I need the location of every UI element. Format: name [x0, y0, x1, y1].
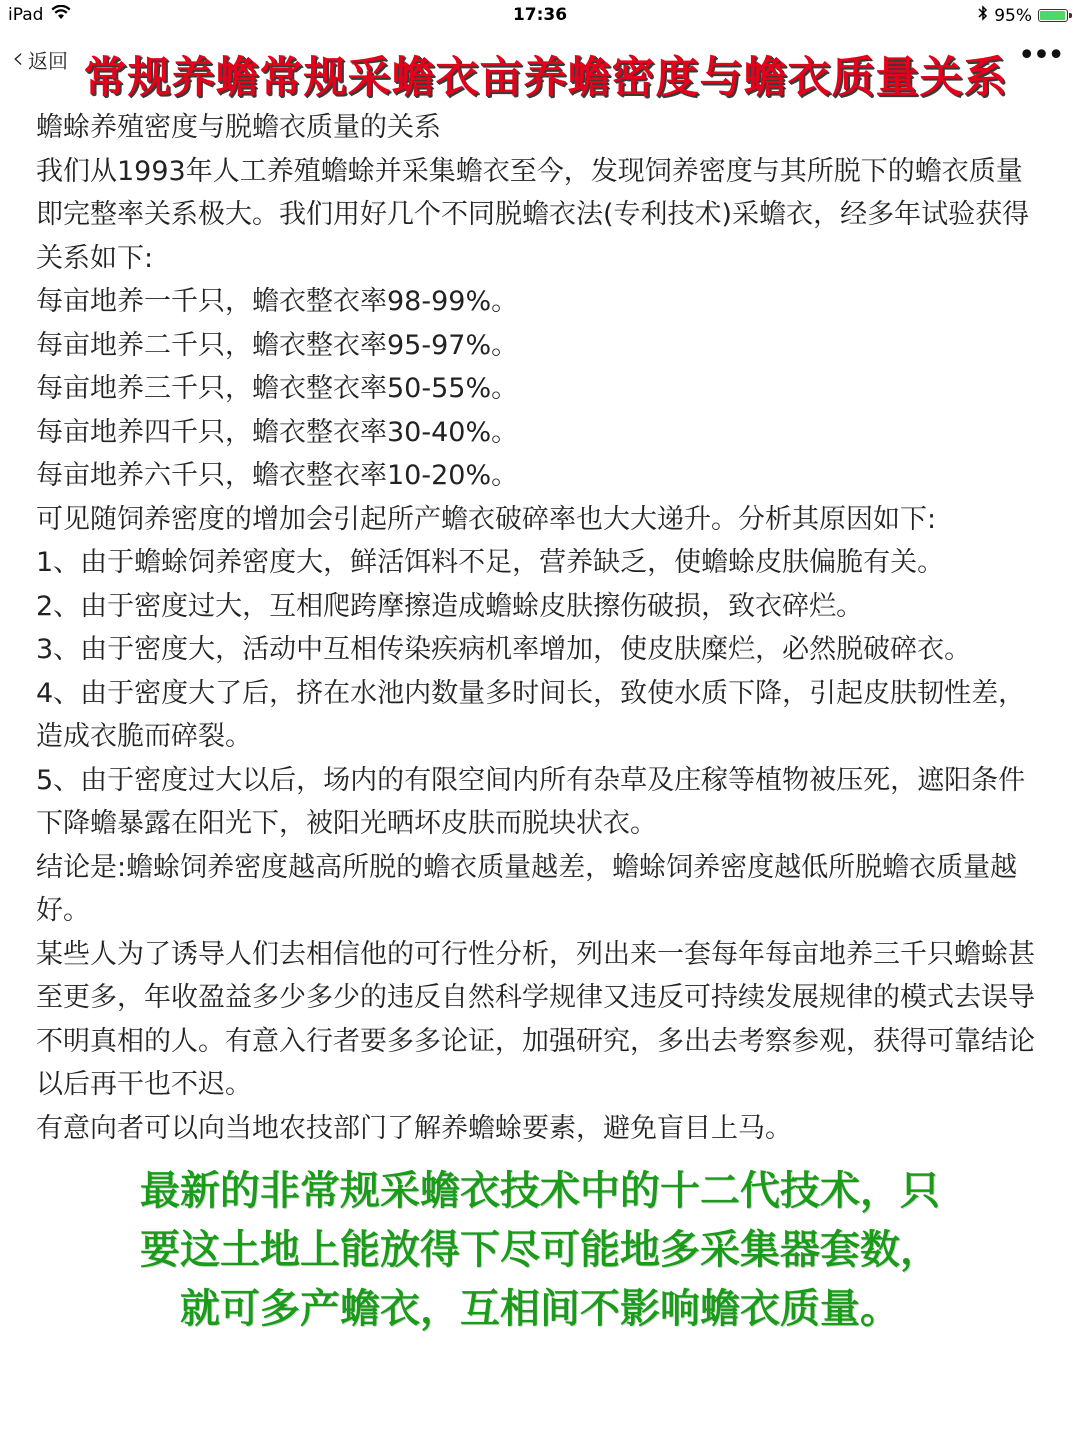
article-body: [36, 106, 1048, 1150]
bluetooth-icon: [978, 5, 988, 26]
article-paragraph: 可见随饲养密度的增加会引起所产蟾衣破碎率也大大递升。分析其原因如下:: [36, 503, 937, 535]
callout-line: 就可多产蟾衣，互相间不影响蟾衣质量。: [180, 1286, 900, 1332]
status-right: [978, 5, 1068, 26]
chevron-left-icon: ‹: [12, 41, 24, 76]
article-title: 蟾蜍养殖密度与脱蟾衣质量的关系: [36, 112, 441, 143]
battery-icon: [1038, 9, 1068, 22]
nav-bar: [0, 38, 1080, 103]
density-row: 每亩地养一千只，蟾衣整衣率98-99%。: [36, 286, 519, 317]
back-label: 返回: [28, 48, 68, 73]
status-bar: [0, 0, 1080, 30]
callout-line: 要这土地上能放得下尽可能地多采集器套数，: [140, 1227, 940, 1273]
density-row: 每亩地养四千只，蟾衣整衣率30-40%。: [36, 416, 519, 448]
conclusion-paragraph: 结论是:蟾蜍饲养密度越高所脱的蟾衣质量越差，蟾蜍饲养密度越低所脱蟾衣质量越好。: [36, 851, 1018, 926]
density-row: 每亩地养二千只，蟾衣整衣率95-97%。: [36, 329, 519, 361]
reason-item: 4、由于密度大了后，挤在水池内数量多时间长，致使水质下降，引起皮肤韧性差，造成衣脆而碎裂。: [36, 677, 1026, 752]
device-label: iPad: [8, 5, 44, 25]
warning-paragraph: 某些人为了诱导人们去相信他的可行性分析，列出来一套每年每亩地养三千只蟾蜍甚至更多，年收盈益多少多少的违反自然科学规律又违反可持续发展规律的模式去误导不明真相的人。有意入行者要多多论证，加强研究，多出去考察参观，获得可靠结论以后再干也不迟。: [36, 938, 1035, 1100]
banner-title: 常规养蟾常规采蟾衣亩养蟾密度与蟾衣质量关系: [83, 53, 1008, 103]
density-row: 每亩地养六千只，蟾衣整衣率10-20%。: [36, 460, 519, 491]
reason-item: 3、由于密度大，活动中互相传染疾病机率增加，使皮肤糜烂，必然脱破碎衣。: [36, 634, 972, 665]
status-time: 17:36: [512, 5, 568, 25]
battery-fill: [1040, 11, 1065, 20]
callout-line: 最新的非常规采蟾衣技术中的十二代技术，只: [140, 1168, 940, 1214]
reason-item: 5、由于密度过大以后，场内的有限空间内所有杂草及庄稼等植物被压死，遮阳条件下降蟾暴露在阳光下，被阳光晒坏皮肤而脱块状衣。: [36, 764, 1026, 839]
green-callout: [40, 1162, 1040, 1339]
battery-percent: 95%: [994, 5, 1032, 26]
advice-paragraph: 有意向者可以向当地农技部门了解养蟾蜍要素，避免盲目上马。: [36, 1112, 792, 1144]
more-dots-icon[interactable]: •••: [1017, 38, 1062, 73]
article-paragraph: 我们从1993年人工养殖蟾蜍并采集蟾衣至今，发现饲养密度与其所脱下的蟾衣质量即完整率关系极大。我们用好几个不同脱蟾衣法(专利技术)采蟾衣，经多年试验获得关系如下:: [36, 155, 1030, 274]
density-row: 每亩地养三千只，蟾衣整衣率50-55%。: [36, 373, 519, 404]
reason-item: 1、由于蟾蜍饲养密度大，鲜活饵料不足，营养缺乏，使蟾蜍皮肤偏脆有关。: [36, 547, 945, 578]
reason-item: 2、由于密度过大，互相爬跨摩擦造成蟾蜍皮肤擦伤破损，致衣碎烂。: [36, 590, 864, 622]
